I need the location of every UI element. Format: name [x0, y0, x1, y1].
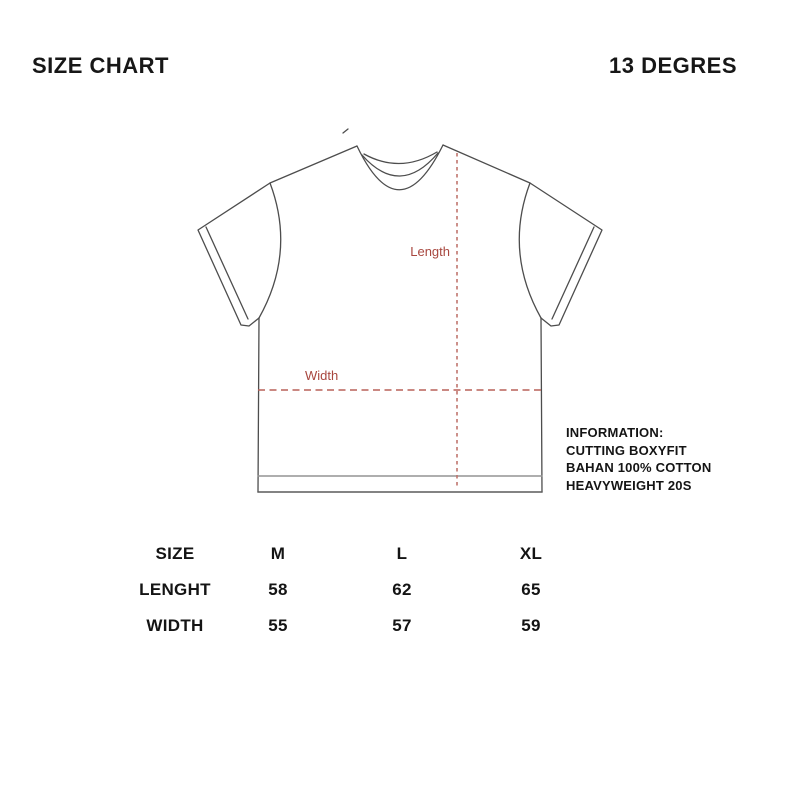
left-armhole-curve: [259, 183, 281, 318]
width-label: Width: [305, 368, 339, 383]
info-line-cutting: CUTTING BOXYFIT: [566, 442, 687, 458]
notch-mark: [343, 129, 348, 133]
column-header-size: SIZE: [155, 544, 195, 563]
cell-width-m: 55: [268, 616, 288, 635]
left-shoulder-sleeve-line: [198, 146, 357, 326]
length-label: Length: [410, 244, 450, 259]
brand-title: 13 DEGRES: [609, 53, 737, 78]
column-header-m: M: [270, 544, 286, 563]
info-line-material: BAHAN 100% COTTON: [566, 460, 712, 476]
cell-lenght-l: 62: [392, 580, 412, 599]
cell-width-l: 57: [392, 616, 412, 635]
left-sleeve-cuff-line: [206, 227, 248, 319]
cell-lenght-m: 58: [268, 580, 288, 599]
row-label-lenght: LENGHT: [139, 580, 211, 599]
right-armhole-curve: [519, 183, 541, 318]
size-table: [115, 536, 579, 644]
column-header-l: L: [396, 544, 408, 563]
info-line-heading: INFORMATION:: [566, 425, 664, 440]
info-line-weight: HEAVYWEIGHT 20S: [566, 477, 692, 493]
right-sleeve-cuff-line: [552, 227, 594, 319]
cell-width-xl: 59: [521, 616, 541, 635]
body-left-edge: [258, 318, 259, 492]
column-header-xl: XL: [519, 544, 543, 563]
collar-outer-line: [357, 145, 443, 190]
page-title: SIZE CHART: [32, 53, 169, 78]
body-right-edge: [541, 318, 542, 492]
back-neckline: [364, 152, 437, 164]
right-shoulder-sleeve-line: [443, 145, 602, 326]
cell-lenght-xl: 65: [521, 580, 541, 599]
row-label-width: WIDTH: [146, 616, 204, 635]
info-block: [566, 424, 711, 494]
